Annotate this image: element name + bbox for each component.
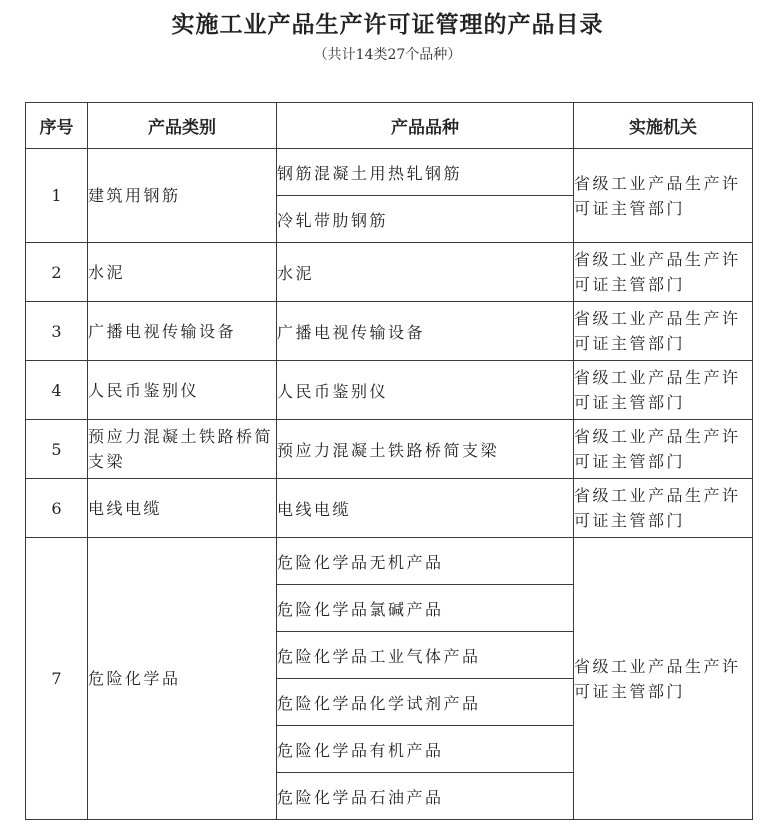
- cell-variety: 危险化学品有机产品: [277, 726, 574, 773]
- page-subtitle: （共计14类27个品种）: [313, 47, 462, 63]
- cell-authority: 省级工业产品生产许可证主管部门: [574, 243, 753, 302]
- table-row: [26, 302, 753, 361]
- header-category: 产品类别: [88, 103, 277, 149]
- cell-no: 5: [26, 420, 88, 479]
- cell-category: 危险化学品: [88, 538, 277, 820]
- header-no: 序号: [26, 103, 88, 149]
- product-catalog-table: [25, 102, 753, 820]
- cell-no: 4: [26, 361, 88, 420]
- header-variety: 产品品种: [277, 103, 574, 149]
- cell-category: 水泥: [88, 243, 277, 302]
- cell-category: 预应力混凝土铁路桥简支梁: [88, 420, 277, 479]
- table-row: [26, 538, 753, 585]
- cell-authority: 省级工业产品生产许可证主管部门: [574, 420, 753, 479]
- cell-category: 广播电视传输设备: [88, 302, 277, 361]
- header-authority: 实施机关: [574, 103, 753, 149]
- cell-category: 建筑用钢筋: [88, 149, 277, 243]
- table-row: [26, 361, 753, 420]
- cell-category: 电线电缆: [88, 479, 277, 538]
- cell-variety: 人民币鉴别仪: [277, 361, 574, 420]
- cell-variety: 钢筋混凝土用热轧钢筋: [277, 149, 574, 196]
- cell-variety: 危险化学品工业气体产品: [277, 632, 574, 679]
- table-row: [26, 243, 753, 302]
- table-header-row: [26, 103, 753, 149]
- cell-category: 人民币鉴别仪: [88, 361, 277, 420]
- cell-variety: 广播电视传输设备: [277, 302, 574, 361]
- cell-no: 3: [26, 302, 88, 361]
- cell-authority: 省级工业产品生产许可证主管部门: [574, 302, 753, 361]
- cell-no: 6: [26, 479, 88, 538]
- cell-variety: 电线电缆: [277, 479, 574, 538]
- cell-variety: 危险化学品化学试剂产品: [277, 679, 574, 726]
- cell-variety: 危险化学品石油产品: [277, 773, 574, 820]
- table-row: [26, 420, 753, 479]
- cell-no: 7: [26, 538, 88, 820]
- cell-variety: 危险化学品无机产品: [277, 538, 574, 585]
- table-row: [26, 149, 753, 196]
- cell-variety: 预应力混凝土铁路桥简支梁: [277, 420, 574, 479]
- cell-authority: 省级工业产品生产许可证主管部门: [574, 538, 753, 820]
- cell-authority: 省级工业产品生产许可证主管部门: [574, 479, 753, 538]
- table-row: [26, 479, 753, 538]
- cell-no: 2: [26, 243, 88, 302]
- cell-variety: 冷轧带肋钢筋: [277, 196, 574, 243]
- cell-no: 1: [26, 149, 88, 243]
- page-title: 实施工业产品生产许可证管理的产品目录: [171, 11, 604, 38]
- cell-authority: 省级工业产品生产许可证主管部门: [574, 361, 753, 420]
- cell-variety: 水泥: [277, 243, 574, 302]
- cell-authority: 省级工业产品生产许可证主管部门: [574, 149, 753, 243]
- cell-variety: 危险化学品氯碱产品: [277, 585, 574, 632]
